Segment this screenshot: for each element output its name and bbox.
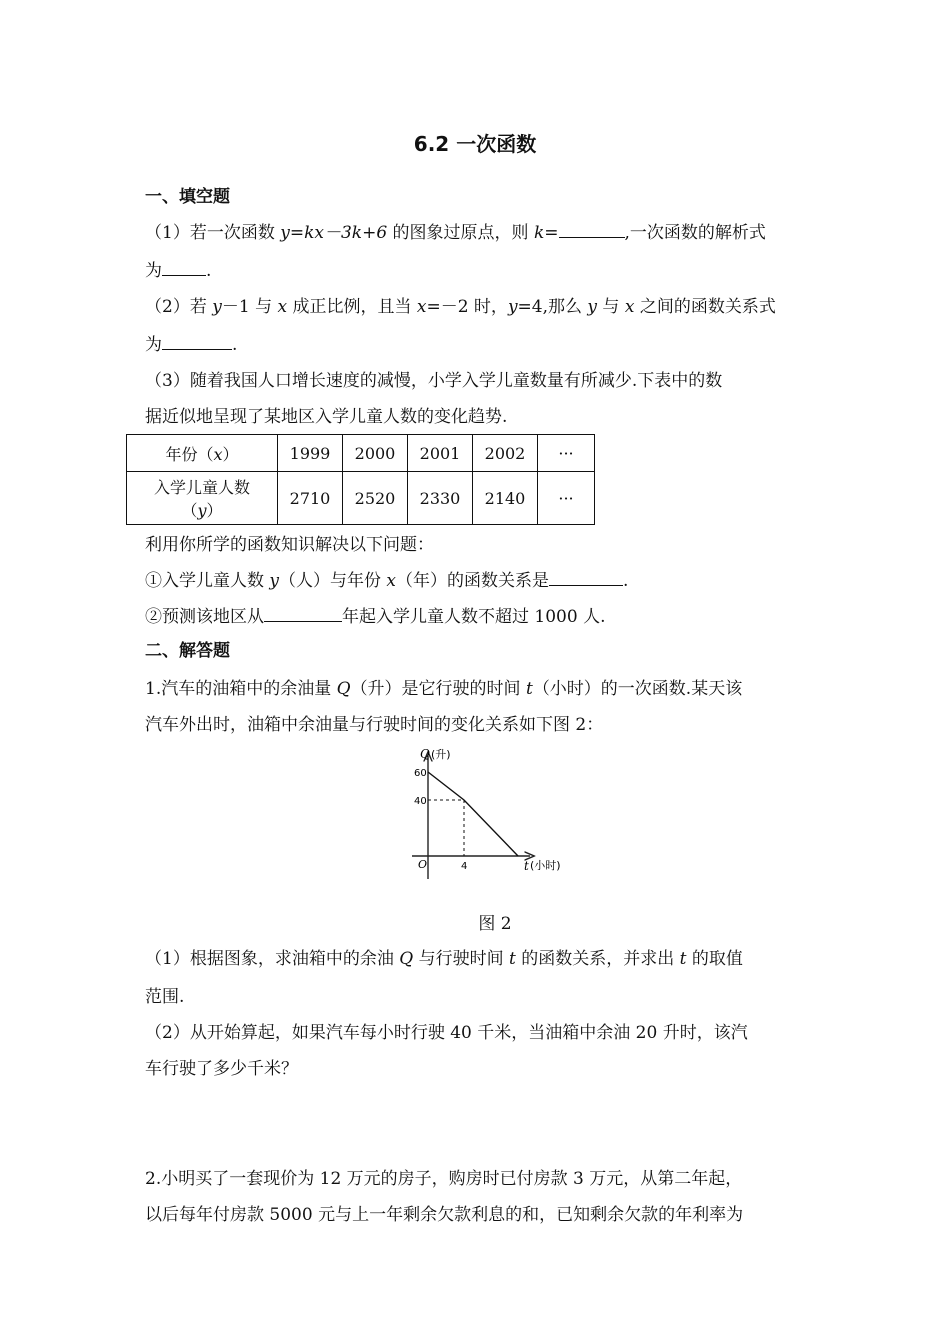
table-cell: 1999 <box>278 435 343 472</box>
table-cell: 2520 <box>343 472 408 525</box>
question-3-line-1: （3）随着我国人口增长速度的减慢，小学入学儿童数量有所减少.下表中的数 <box>145 371 723 391</box>
question-1-line-2: 为 . <box>145 261 212 281</box>
answer-blank[interactable] <box>264 607 342 622</box>
origin-label: O <box>418 858 428 871</box>
section-heading-solve: 二、解答题 <box>145 641 230 661</box>
y-tick-label: 40 <box>414 796 427 807</box>
y-tick-label: 60 <box>414 768 427 779</box>
table-cell: 2330 <box>408 472 473 525</box>
answer-blank[interactable] <box>559 223 625 238</box>
problem-1-question-1-line-1: （1）根据图象，求油箱中的余油 Q 与行驶时间 t 的函数关系，并求出 t 的取值 <box>145 949 743 969</box>
question-3-intro: 利用你所学的函数知识解决以下问题： <box>145 535 434 555</box>
problem-1-question-2-line-2: 车行驶了多少千米？ <box>145 1059 298 1079</box>
problem-1-line-2: 汽车外出时，油箱中余油量与行驶时间的变化关系如下图 2： <box>145 715 604 735</box>
question-3-line-2: 据近似地呈现了某地区入学儿童人数的变化趋势. <box>145 407 508 427</box>
problem-1-question-2-line-1: （2）从开始算起，如果汽车每小时行驶 40 千米，当油箱中余油 20 升时，该汽 <box>145 1023 748 1043</box>
question-2-line-2: 为 . <box>145 335 238 355</box>
fuel-line <box>428 772 518 856</box>
table-cell: 2002 <box>473 435 538 472</box>
question-1-line-1: （1）若一次函数 y=kx－3k+6 的图象过原点，则 k= ,一次函数的解析式 <box>145 223 766 243</box>
table-cell: 2710 <box>278 472 343 525</box>
problem-1-question-1-line-2: 范围. <box>145 987 185 1007</box>
question-2-line-1: （2）若 y－1 与 x 成正比例，且当 x=－2 时，y=4,那么 y 与 x 之间的函数关系式 <box>145 297 776 317</box>
question-3-part-1: ①入学儿童人数 y（人）与年份 x（年）的函数关系是 . <box>145 571 629 591</box>
table-cell: ··· <box>538 435 595 472</box>
table-cell: 2001 <box>408 435 473 472</box>
y-axis-var-label: Q <box>420 747 430 761</box>
fuel-graph <box>400 744 590 884</box>
page-title: 6.2 一次函数 <box>413 132 537 156</box>
x-axis-unit-label: (小时) <box>530 859 561 872</box>
table-header-count: 入学儿童人数 （y） <box>127 472 278 525</box>
problem-2-line-2: 以后每年付房款 5000 元与上一年剩余欠款利息的和，已知剩余欠款的年利率为 <box>145 1205 744 1225</box>
table-header-year: 年份（x） <box>127 435 278 472</box>
answer-blank[interactable] <box>162 335 232 350</box>
answer-blank[interactable] <box>549 571 623 586</box>
section-heading-fill-in: 一、填空题 <box>145 187 230 207</box>
question-3-part-2: ②预测该地区从 年起入学儿童人数不超过 1000 人. <box>145 607 606 627</box>
problem-2-line-1: 2.小明买了一套现价为 12 万元的房子，购房时已付房款 3 万元，从第二年起， <box>145 1169 743 1189</box>
data-table <box>126 434 595 525</box>
problem-1-line-1: 1.汽车的油箱中的余油量 Q（升）是它行驶的时间 t（小时）的一次函数.某天该 <box>145 679 743 699</box>
table-cell: 2000 <box>343 435 408 472</box>
x-axis-var-label: t <box>524 859 529 873</box>
answer-blank[interactable] <box>162 261 206 276</box>
table-cell: 2140 <box>473 472 538 525</box>
y-axis-unit-label: (升) <box>431 748 451 761</box>
table-cell: ··· <box>538 472 595 525</box>
x-tick-label: 4 <box>461 861 468 872</box>
figure-caption: 图 2 <box>478 914 512 934</box>
